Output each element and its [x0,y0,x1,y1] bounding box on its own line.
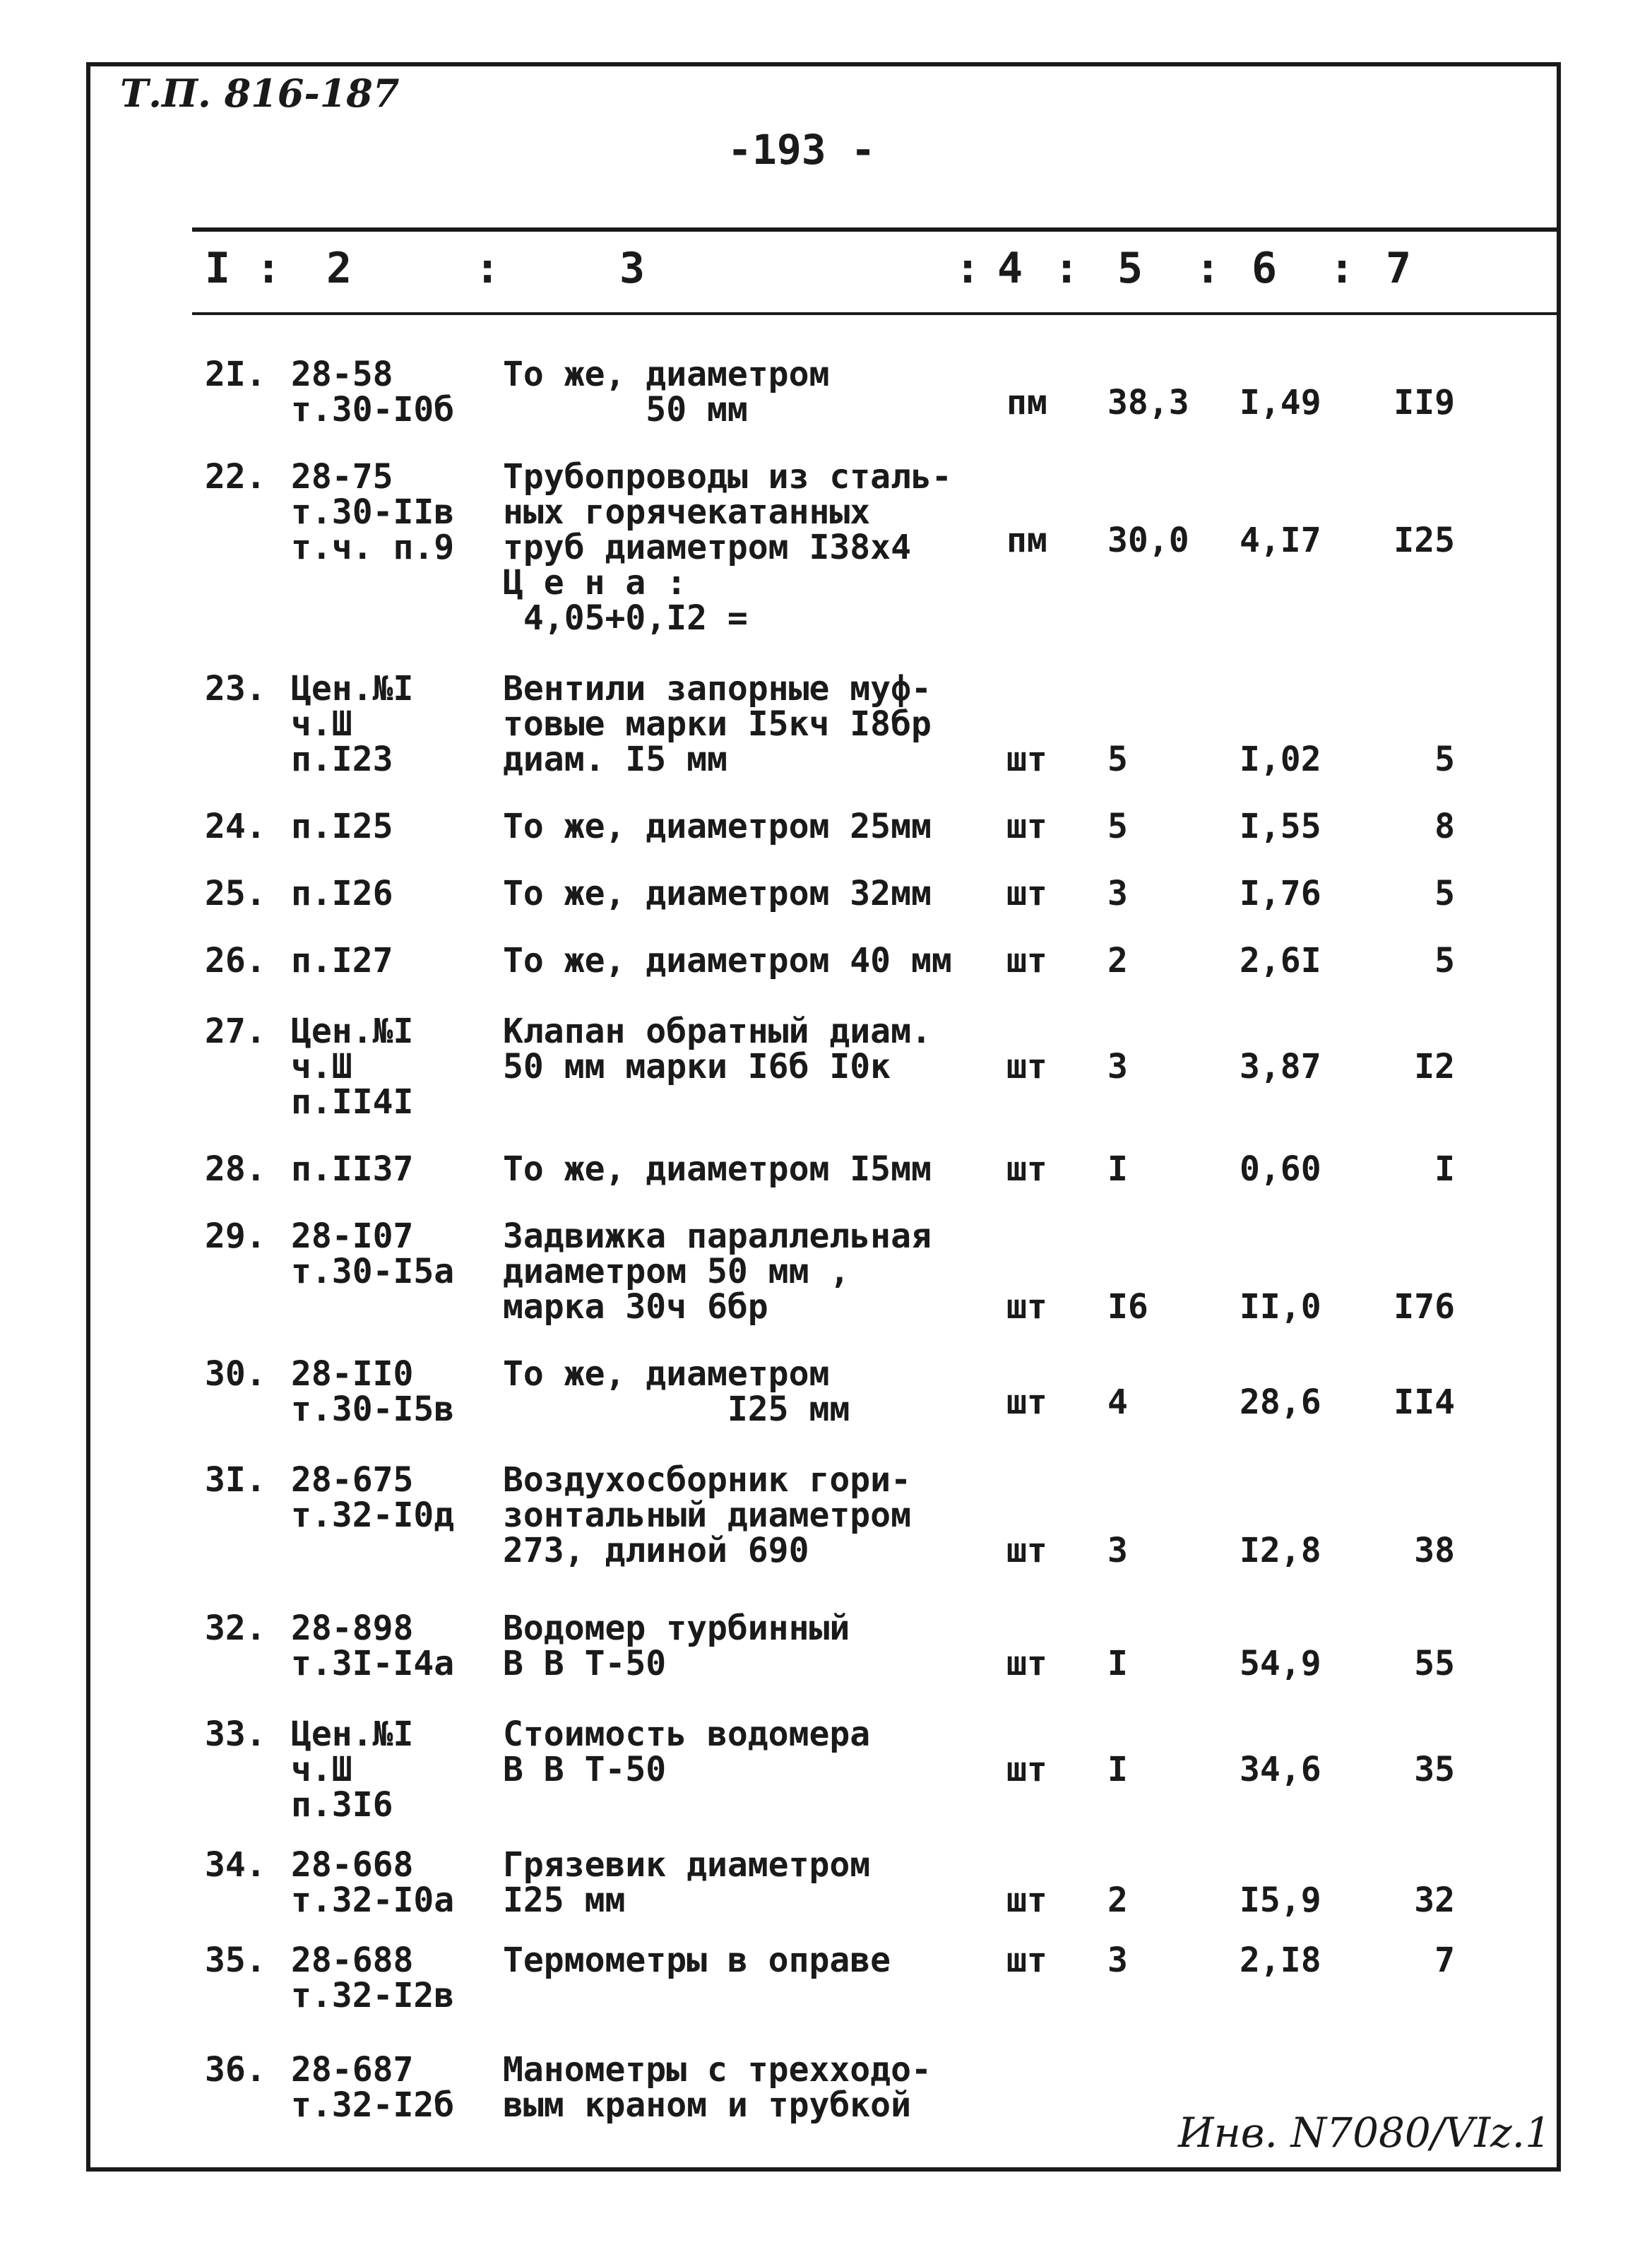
work-description [503,671,932,777]
work-description-line: 50 мм [503,390,748,430]
norm-code [291,1611,454,1681]
norm-code [291,1356,454,1427]
work-description-line: 4,05+0,I2 = [503,598,748,638]
row-number: 27. [205,1012,266,1051]
work-description-line: труб диаметром I38х4 [503,528,911,567]
work-description-line: То же, диаметром [503,1354,830,1394]
norm-code-line: 28-675 [291,1460,414,1500]
unit-of-measure: шт [1006,1149,1047,1189]
norm-code-line: 28-898 [291,1609,414,1648]
norm-code [291,1847,454,1918]
unit-price: 34,6 [1240,1750,1321,1789]
work-description-line: 50 мм марки I6б I0к [503,1047,891,1086]
quantity: I6 [1107,1287,1148,1327]
row-number: 2I. [205,355,266,394]
row-number: 25. [205,874,266,913]
unit-price: I,55 [1240,807,1321,846]
norm-code [291,1462,454,1533]
norm-code-line: п.II37 [291,1149,414,1189]
quantity: I [1107,1750,1128,1789]
norm-code-line: т.3I-I4а [291,1644,455,1683]
work-description [503,1462,911,1568]
quantity: 5 [1107,807,1128,846]
norm-code-line: т.30-I5а [291,1252,455,1291]
unit-price: 4,I7 [1240,521,1321,560]
unit-of-measure: шт [1006,1750,1047,1789]
work-description-line: Водомер турбинный [503,1609,850,1648]
norm-code [291,1714,414,1825]
total-cost: 38 [1414,1531,1455,1570]
column-separator: : [1329,244,1355,293]
total-cost: 7 [1434,1941,1455,1980]
quantity: I [1107,1644,1128,1683]
column-separator: : [475,244,501,293]
document-reference: Т.П. 816-187 [120,71,400,116]
norm-code-line: Цен.№I [291,669,414,709]
norm-code-line: 28-I07 [291,1216,414,1256]
unit-price: 2,6I [1240,941,1321,981]
norm-code [291,1014,413,1120]
work-description-line: В В Т-50 [503,1750,667,1789]
work-description-line: То же, диаметром [503,355,830,394]
work-description-line: Трубопроводы из сталь- [503,457,952,497]
quantity: 3 [1107,1941,1128,1980]
work-description-line: марка 30ч 6бр [503,1287,768,1327]
work-description-line: Вентили запорные муф- [503,669,932,709]
work-description-line: То же, диаметром 40 мм [503,941,952,981]
row-number: 35. [205,1941,266,1980]
norm-code [291,1216,455,1291]
norm-code-line: ч.Ш [291,1047,352,1086]
norm-code-line: ч.Ш [291,704,352,744]
work-description-line: диам. I5 мм [503,740,727,779]
norm-code [291,941,393,981]
row-number: 24. [205,807,266,846]
work-description [503,1014,932,1084]
norm-code-line: т.32-I0а [291,1880,455,1920]
total-cost: II4 [1393,1382,1455,1422]
unit-price: I,02 [1240,740,1321,779]
work-description [503,809,932,844]
unit-of-measure: шт [1006,1382,1047,1422]
unit-of-measure: пм [1006,521,1047,560]
work-description-line: 273, длиной 690 [503,1531,809,1570]
row-number: 30. [205,1354,266,1394]
column-separator: : [256,244,282,293]
work-description [503,941,952,981]
norm-code-line: 28-687 [291,2050,414,2090]
work-description [503,1356,850,1427]
row-number: 28. [205,1149,266,1189]
work-description [503,1216,932,1327]
quantity: 5 [1107,740,1128,779]
work-description-line: Задвижка параллельная [503,1216,932,1256]
total-cost: I25 [1393,521,1455,560]
work-description [503,876,932,911]
work-description [503,2052,932,2123]
work-description-line: То же, диаметром 32мм [503,874,932,913]
unit-price: I2,8 [1240,1531,1321,1570]
norm-code-line: 28-668 [291,1845,414,1885]
work-description [503,459,952,636]
column-header-5: 5 [1117,244,1143,293]
norm-code [291,2052,454,2123]
norm-code-line: п.II4I [291,1082,414,1122]
work-description-line: зонтальный диаметром [503,1495,911,1535]
work-description-line: Термометры в оправе [503,1941,891,1980]
total-cost: 8 [1434,807,1455,846]
quantity: 4 [1107,1382,1128,1422]
unit-of-measure: шт [1006,1644,1047,1683]
norm-code-line: т.32-I2в [291,1976,455,2015]
row-number: 29. [205,1216,266,1256]
column-header-3: 3 [619,244,646,293]
total-cost: I2 [1414,1047,1455,1086]
column-header-6: 6 [1252,244,1278,293]
work-description-line: Воздухосборник гори- [503,1460,911,1500]
unit-of-measure: шт [1006,1531,1047,1570]
column-separator: : [955,244,981,293]
row-number: 22. [205,457,266,497]
quantity: 30,0 [1107,521,1189,560]
work-description-line: I25 мм [503,1390,850,1429]
work-description [503,355,830,430]
norm-code [291,459,454,565]
inventory-stamp: Инв. N7080/VIz.1 [1178,2109,1552,2157]
total-cost: I76 [1393,1287,1455,1327]
norm-code-line: Цен.№I [291,1012,414,1051]
norm-code-line: ч.Ш [291,1750,352,1789]
norm-code [291,876,393,911]
norm-code-line: 28-58 [291,355,393,394]
total-cost: 5 [1434,740,1455,779]
work-description-line: I25 мм [503,1880,626,1920]
unit-of-measure: шт [1006,1287,1047,1327]
norm-code-line: п.I27 [291,941,393,981]
norm-code [291,809,393,844]
total-cost: 5 [1434,874,1455,913]
row-number: 32. [205,1609,266,1648]
work-description-line: Стоимость водомера [503,1714,871,1754]
work-description-line: То же, диаметром 25мм [503,807,932,846]
quantity: 3 [1107,1531,1128,1570]
row-number: 34. [205,1845,266,1885]
norm-code [291,671,413,777]
work-description-line: ных горячекатанных [503,492,871,532]
norm-code-line: 28-688 [291,1941,414,1980]
column-header-4: 4 [997,244,1023,293]
quantity: 38,3 [1107,383,1189,422]
unit-price: 2,I8 [1240,1941,1321,1980]
quantity: 2 [1107,941,1128,981]
row-number: 23. [205,669,266,709]
work-description-line: То же, диаметром I5мм [503,1149,932,1189]
work-description-line: Манометры с трехходо- [503,2050,932,2090]
column-header-2: 2 [326,244,352,293]
work-description-line: товые марки I5кч I8бр [503,704,932,744]
quantity: 3 [1107,874,1128,913]
unit-of-measure: пм [1006,383,1047,422]
norm-code-line: т.30-I5в [291,1390,455,1429]
row-number: 3I. [205,1460,266,1500]
work-description-line: Клапан обратный диам. [503,1012,932,1051]
page-number: -193 - [727,126,876,174]
row-number: 36. [205,2050,266,2090]
unit-price: I,76 [1240,874,1321,913]
norm-code-line: п.I26 [291,874,393,913]
unit-price: 3,87 [1240,1047,1321,1086]
unit-of-measure: шт [1006,1880,1047,1920]
column-header-1: I [205,244,231,293]
unit-price: 54,9 [1240,1644,1321,1683]
norm-code-line: п.3I6 [291,1785,393,1825]
norm-code-line: Цен.№I [291,1714,414,1754]
unit-price: I,49 [1240,383,1321,422]
norm-code [291,1151,413,1187]
quantity: I [1107,1149,1128,1189]
unit-price: I5,9 [1240,1880,1321,1920]
unit-of-measure: шт [1006,941,1047,981]
work-description-line: вым краном и трубкой [503,2085,911,2125]
work-description-line: В В Т-50 [503,1644,667,1683]
row-number: 26. [205,941,266,981]
row-number: 33. [205,1714,266,1754]
unit-price: 0,60 [1240,1149,1321,1189]
unit-price: 28,6 [1240,1382,1321,1422]
work-description [503,1611,850,1681]
work-description-line: диаметром 50 мм , [503,1252,850,1291]
norm-code-line: п.I23 [291,740,393,779]
norm-code-line: т.32-I2б [291,2085,455,2125]
work-description [503,1151,932,1187]
total-cost: I [1434,1149,1455,1189]
total-cost: 55 [1414,1644,1455,1683]
norm-code [291,1943,454,2013]
column-header-7: 7 [1386,244,1412,293]
work-description-line: Ц е н а : [503,563,687,603]
unit-of-measure: шт [1006,740,1047,779]
norm-code-line: т.32-I0д [291,1495,455,1535]
norm-code-line: 28-II0 [291,1354,414,1394]
work-description [503,1847,870,1918]
unit-of-measure: шт [1006,1047,1047,1086]
unit-of-measure: шт [1006,1941,1047,1980]
quantity: 2 [1107,1880,1128,1920]
norm-code-line: т.ч. п.9 [291,528,455,567]
work-description [503,1714,871,1789]
norm-code-line: т.30-I0б [291,390,455,430]
norm-code-line: п.I25 [291,807,393,846]
total-cost: 35 [1414,1750,1455,1789]
column-separator: : [1054,244,1080,293]
quantity: 3 [1107,1047,1128,1086]
norm-code-line: т.30-IIв [291,492,455,532]
norm-code-line: 28-75 [291,457,393,497]
unit-price: II,0 [1240,1287,1321,1327]
total-cost: 32 [1414,1880,1455,1920]
total-cost: II9 [1393,383,1455,422]
column-separator: : [1195,244,1221,293]
norm-code [291,355,455,430]
unit-of-measure: шт [1006,874,1047,913]
unit-of-measure: шт [1006,807,1047,846]
work-description [503,1943,891,1978]
work-description-line: Грязевик диаметром [503,1845,871,1885]
total-cost: 5 [1434,941,1455,981]
